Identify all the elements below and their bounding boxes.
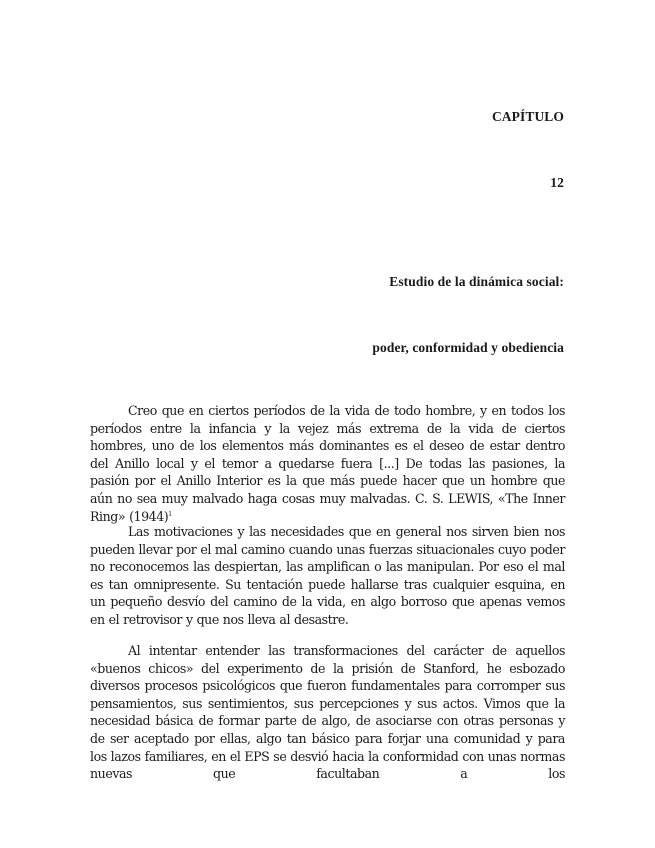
chapter-title-line-2: poder, conformidad y obediencia [372,340,564,355]
chapter-label: CAPÍTULO [491,109,564,124]
footnote-marker[interactable]: 1 [168,510,172,518]
chapter-title-line-1: Estudio de la dinámica social: [389,274,564,289]
chapter-number: 12 [550,175,564,190]
paragraph-1: Las motivaciones y las necesidades que en general nos sirven bien nos pueden llevar por el mal camino cuando unas fuerzas situacionales cuyo poder no reconocemos las despiertan, las amplifican o las manipulan. Por eso el mal es tan omnipresente. Su tentación puede hallarse tras cualquier esquina, en un pequeño desvío del camino de la vida, en algo borroso que apenas vemos en el retrovisor y que nos lleva al desastre. [90,524,565,627]
epigraph-text: Creo que en ciertos períodos de la vida de todo hombre, y en todos los períodos entre la infancia y la vejez más extrema de la vida de ciertos hombres, uno de los elementos más dominantes es el deseo de estar dentro del Anillo local y el temor a quedarse fuera [...] De todas las pasiones, la pasión por el Anillo Interior es la que más puede hacer que un hombre que aún no sea muy malvado haga cosas muy malvadas. C. S. LEWIS, «The Inner Ring» (1944) [90,403,565,524]
paragraph-2: Al intentar entender las transformaciones del carácter de aquellos «buenos chicos» del experimento de la prisión de Stanford, he esbozado diversos procesos psicológicos que fueron fundamentales para corromper sus pensamientos, sus sentimientos, sus percepciones y sus actos. Vimos que la necesidad básica de formar parte de algo, de asociarse con otras personas y de ser aceptado por ellas, algo tan básico para forjar una comunidad y para los lazos familiares, en el EPS se desvió hacia la conformidad con unas normas nuevas que facultaban a los [90,643,565,782]
epigraph [90,402,565,525]
